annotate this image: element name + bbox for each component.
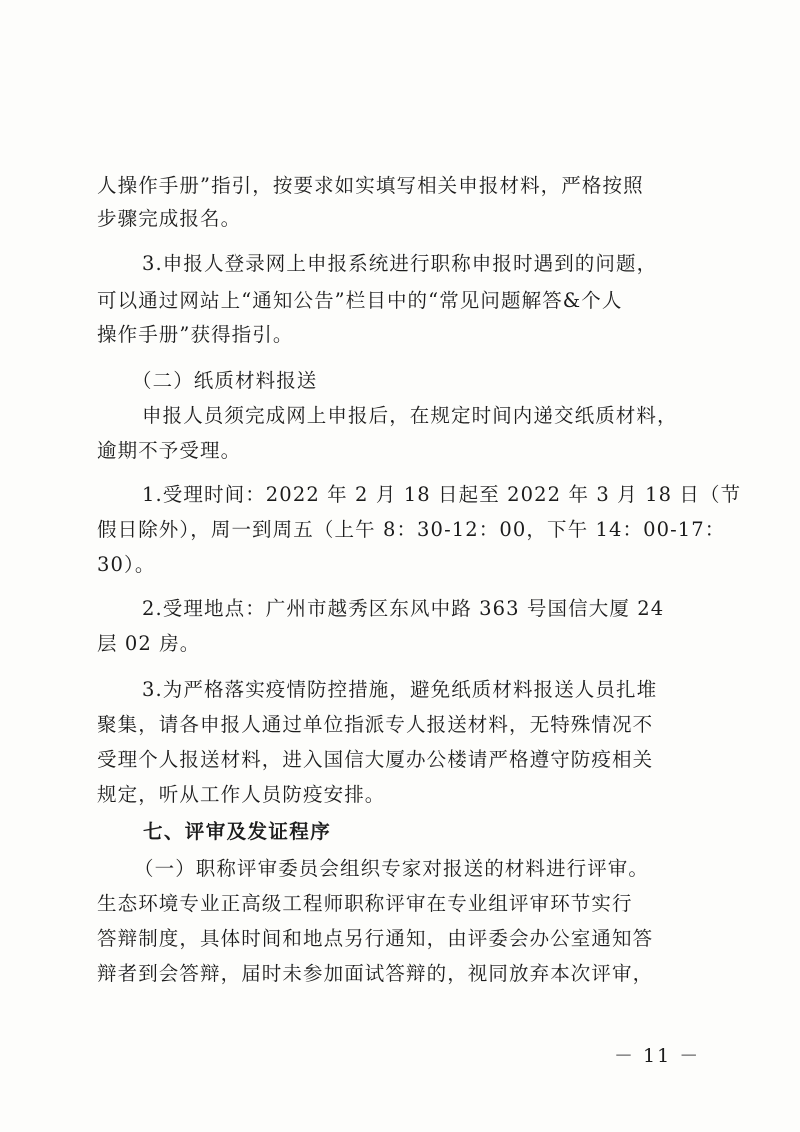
body-text-line: 生态环境专业正高级工程师职称评审在专业组评审环节实行 bbox=[97, 892, 633, 915]
body-text-line: 受理个人报送材料，进入国信大厦办公楼请严格遵守防疫相关 bbox=[97, 748, 654, 771]
body-text-line: 假日除外），周一到周五（上午 8：30-12：00，下午 14：00-17： bbox=[97, 518, 726, 541]
body-text-line: 步骤完成报名。 bbox=[97, 207, 242, 230]
body-text-line: 操作手册”获得指引。 bbox=[97, 323, 294, 346]
body-text-line: 1.受理时间：2022 年 2 月 18 日起至 2022 年 3 月 18 日（节 bbox=[142, 483, 742, 506]
body-text-line: 人操作手册”指引，按要求如实填写相关申报材料，严格按照 bbox=[97, 174, 644, 197]
body-text-line: 逾期不予受理。 bbox=[97, 439, 242, 462]
body-text-line: 聚集，请各申报人通过单位指派专人报送材料，无特殊情况不 bbox=[97, 713, 654, 736]
section-heading: 七、评审及发证程序 bbox=[143, 820, 332, 843]
body-text-line: （一）职称评审委员会组织专家对报送的材料进行评审。 bbox=[134, 857, 650, 880]
body-text-line: 3.申报人登录网上申报系统进行职称申报时遇到的问题， bbox=[142, 252, 658, 275]
body-text-line: 30）。 bbox=[97, 553, 156, 576]
body-text-line: 层 02 房。 bbox=[97, 632, 201, 655]
body-text-line: 2.受理地点：广州市越秀区东风中路 363 号国信大厦 24 bbox=[142, 597, 665, 620]
section-subheading: （二）纸质材料报送 bbox=[132, 369, 318, 392]
body-text-line: 可以通过网站上“通知公告”栏目中的“常见问题解答&个人 bbox=[97, 289, 623, 312]
body-text-line: 3.为严格落实疫情防控措施，避免纸质材料报送人员扎堆 bbox=[142, 678, 658, 701]
body-text-line: 答辩制度，具体时间和地点另行通知，由评委会办公室通知答 bbox=[97, 927, 654, 950]
page-number: － 11 － bbox=[614, 1045, 701, 1067]
body-text-line: 申报人员须完成网上申报后，在规定时间内递交纸质材料， bbox=[142, 404, 678, 427]
body-text-line: 规定，听从工作人员防疫安排。 bbox=[97, 783, 386, 806]
body-text-line: 辩者到会答辩，届时未参加面试答辩的，视同放弃本次评审， bbox=[97, 962, 654, 985]
